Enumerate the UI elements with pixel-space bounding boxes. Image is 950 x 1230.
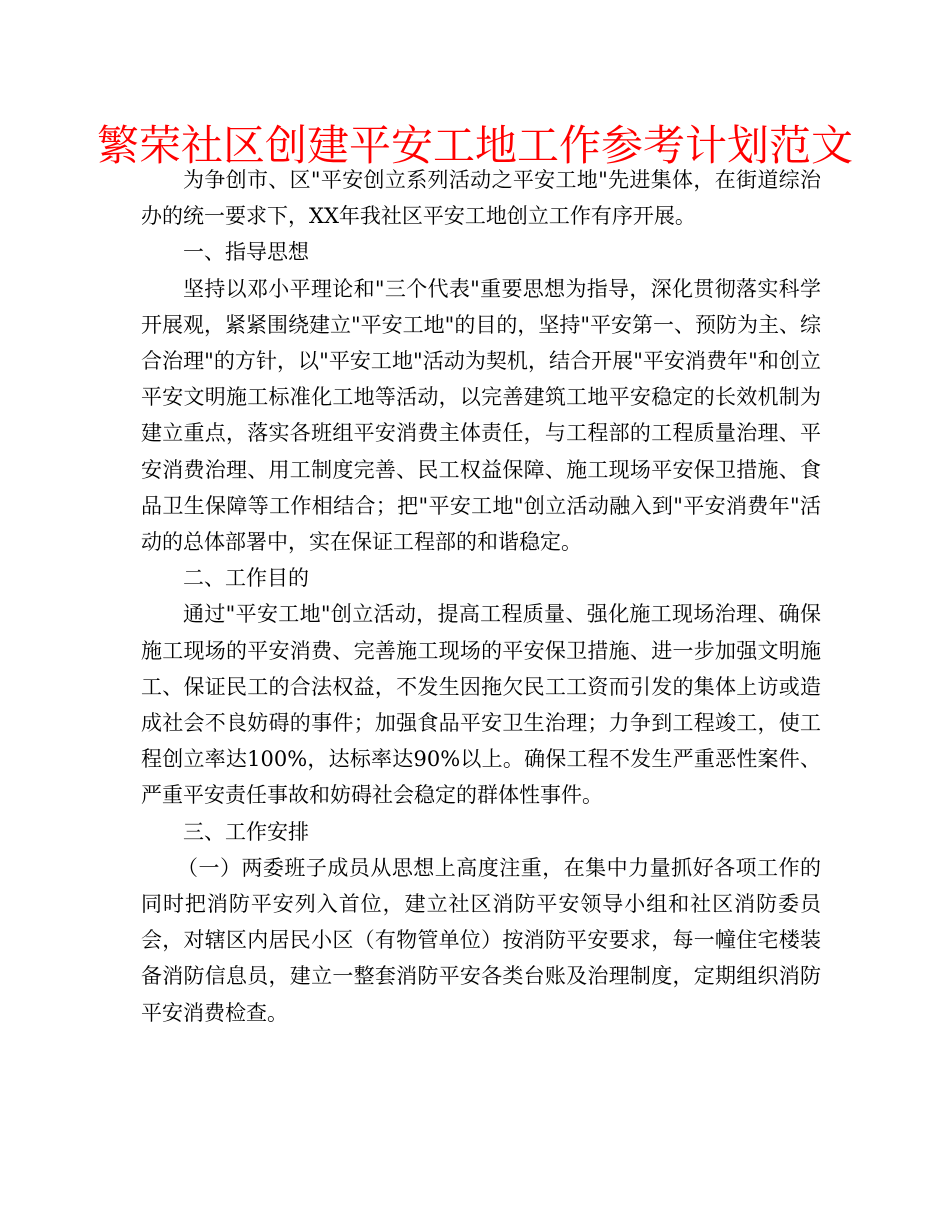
document-title: 繁荣社区创建平安工地工作参考计划范文 <box>96 121 853 170</box>
section-heading-work-goals: 二、工作目的 <box>183 566 309 591</box>
work-arrangement-item-1: （一）两委班子成员从思想上高度注重，在集中力量抓好各项工作的同时把消防平安列入首位，建立社区消防平安领导小组和社区消防委员会，对辖区内居民小区（有物管单位）按消防平安要求，每一幢住宅楼装备消防信息员，建立一整套消防平安各类台账及治理制度，定期组织消防平安消费检查。 <box>141 855 821 1025</box>
work-goals-paragraph: 通过"平安工地"创立活动，提高工程质量、强化施工现场治理、确保施工现场的平安消费、完善施工现场的平安保卫措施、进一步加强文明施工、保证民工的合法权益，不发生因拖欠民工工资而引发的集体上访或造成社会不良妨碍的事件；加强食品平安卫生治理；力争到工程竣工，使工程创立率达100%，达标率达90%以上。确保工程不发生严重恶性案件、严重平安责任事故和妨碍社会稳定的群体性事件。 <box>141 602 821 808</box>
guiding-ideology-paragraph: 坚持以邓小平理论和"三个代表"重要思想为指导，深化贯彻落实科学开展观，紧紧围绕建立"平安工地"的目的，坚持"平安第一、预防为主、综合治理"的方针，以"平安工地"活动为契机，结合开展"平安消费年"和创立平安文明施工标准化工地等活动，以完善建筑工地平安稳定的长效机制为建立重点，落实各班组平安消费主体责任，与工程部的工程质量治理、平安消费治理、用工制度完善、民工权益保障、施工现场平安保卫措施、食品卫生保障等工作相结合；把"平安工地"创立活动融入到"平安消费年"活动的总体部署中，实在保证工程部的和谐稳定。 <box>141 276 821 555</box>
section-heading-guiding-ideology: 一、指导思想 <box>183 240 309 265</box>
intro-paragraph: 为争创市、区"平安创立系列活动之平安工地"先进集体，在街道综治办的统一要求下，XX年我社区平安工地创立工作有序开展。 <box>141 168 821 229</box>
document-body <box>141 162 821 1031</box>
section-heading-work-arrangement: 三、工作安排 <box>183 819 309 844</box>
